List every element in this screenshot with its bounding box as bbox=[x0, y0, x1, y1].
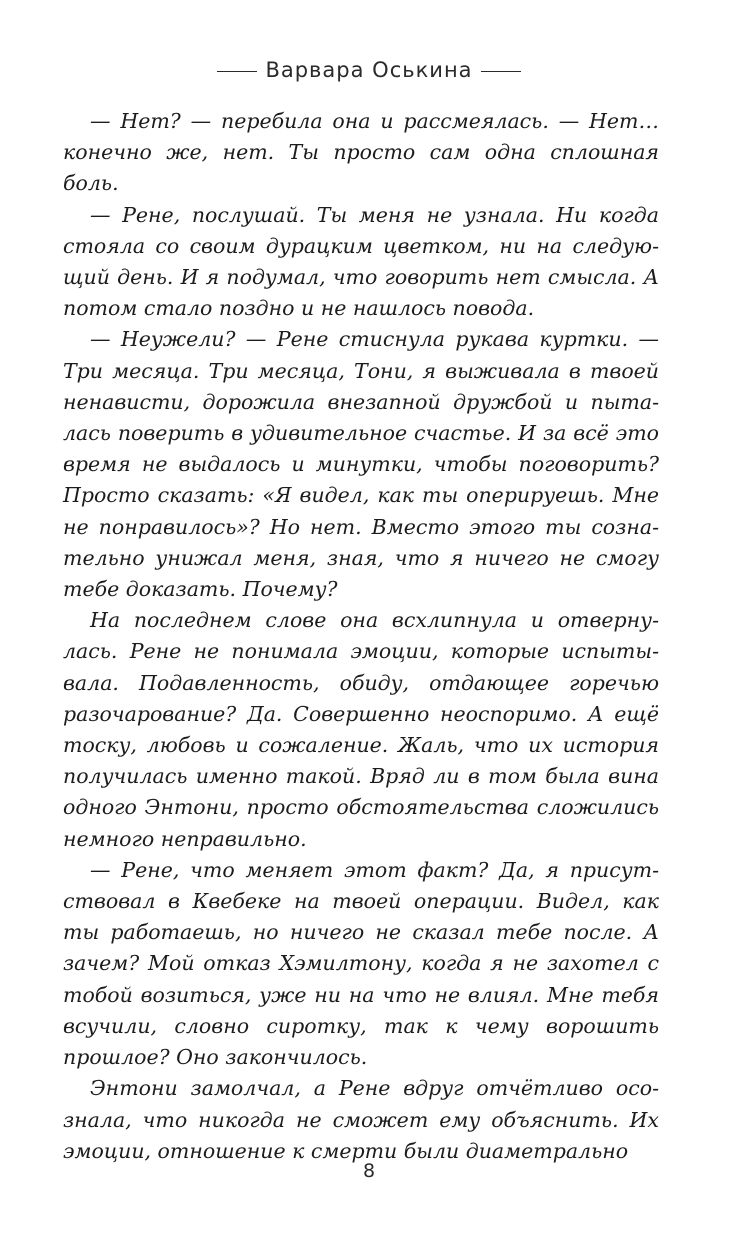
body-text bbox=[63, 106, 659, 1167]
header-dash-right bbox=[481, 71, 521, 72]
paragraph: Энтони замолчал, а Рене вдруг отчётливо осознала, что никогда не сможет ему объяснить. Их эмоции, отношение к смерти были диаметрально bbox=[63, 1076, 659, 1163]
paragraph: — Рене, послушай. Ты меня не узнала. Ни когда стояла со своим дурацким цветком, ни на следующий день. И я подумал, что говорить нет смысла. А потом стало поздно и не нашлось повода. bbox=[63, 202, 659, 321]
header-dash-left bbox=[217, 71, 257, 72]
page-number: 8 bbox=[362, 1160, 376, 1182]
paragraph: — Неужели? — Рене стиснула рукава куртки. — Три месяца. Три месяца, Тони, я выживала в твоей ненависти, дорожила внезапной дружбой и пыталась поверить в удивительное счастье. И за всё это время не выдалось и минутки, чтобы поговорить? Просто сказать: «Я видел, как ты оперируешь. Мне не понравилось»? Но нет. Вместо этого ты сознательно унижал меня, зная, что я ничего не смогу тебе доказать. Почему? bbox=[63, 327, 659, 602]
paragraph: — Рене, что меняет этот факт? Да, я присутствовал в Квебеке на твоей операции. Видел, как ты работаешь, но ничего не сказал тебе после. А зачем? Мой отказ Хэмилтону, когда я не захотел с тобой возиться, уже ни на что не влиял. Мне тебя всучили, словно сиротку, так к чему ворошить прошлое? Оно закончилось. bbox=[63, 857, 659, 1070]
running-header bbox=[0, 58, 738, 82]
paragraph: На последнем слове она всхлипнула и отвернулась. Рене не понимала эмоции, которые испытывала. Подавленность, обиду, отдающее горечью разочарование? Да. Совершенно неоспоримо. А ещё тоску, любовь и сожаление. Жаль, что их история получилась именно такой. Вряд ли в том была вина одного Энтони, просто обстоятельства сложились немного неправильно. bbox=[63, 608, 659, 851]
paragraph: — Нет? — перебила она и рассмеялась. — Нет… конечно же, нет. Ты просто сам одна сплошная боль. bbox=[63, 109, 659, 196]
header-author: Варвара Оськина bbox=[265, 58, 473, 82]
